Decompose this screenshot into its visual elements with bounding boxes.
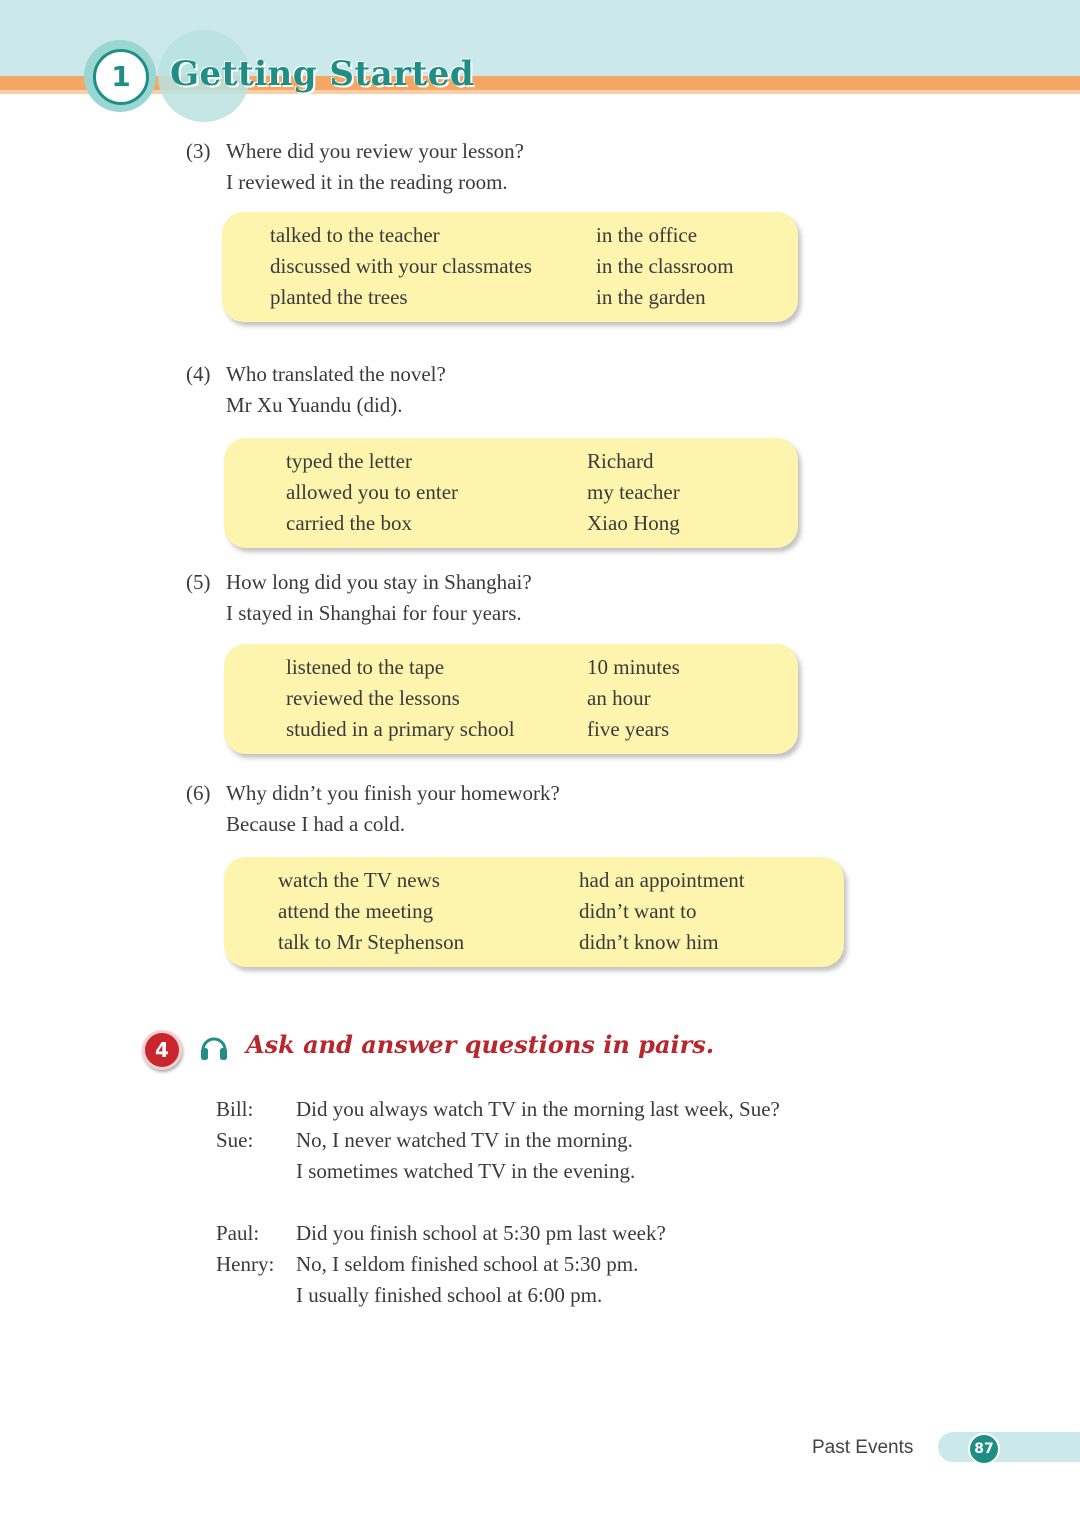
box-item: allowed you to enter — [286, 480, 459, 504]
box-item: had an appointment — [579, 868, 745, 892]
answer-text: Because I had a cold. — [226, 812, 406, 836]
box-item: in the classroom — [596, 254, 734, 278]
box-item: Xiao Hong — [587, 511, 680, 535]
speaker: Paul: — [216, 1221, 260, 1245]
box-left-column — [278, 865, 464, 958]
task-title: Ask and answer questions in pairs. — [246, 1030, 715, 1059]
page-number-badge: 87 — [968, 1433, 1000, 1465]
line-text: I usually finished school at 6:00 pm. — [296, 1283, 603, 1307]
line-text: Did you finish school at 5:30 pm last week? — [296, 1221, 666, 1245]
dialogue-line — [216, 1280, 666, 1311]
question-text: Why didn’t you finish your homework? — [226, 781, 560, 805]
question-5 — [186, 567, 532, 629]
answer-text: Mr Xu Yuandu (did). — [226, 393, 403, 417]
box-item: five years — [587, 717, 670, 741]
substitution-box-4 — [224, 438, 798, 548]
box-item: my teacher — [587, 480, 680, 504]
substitution-box-6 — [224, 857, 844, 967]
speaker — [216, 1280, 296, 1311]
box-item: in the garden — [596, 285, 706, 309]
line-text: I sometimes watched TV in the evening. — [296, 1159, 636, 1183]
speaker — [216, 1156, 296, 1187]
box-item: planted the trees — [270, 285, 408, 309]
speaker: Bill: — [216, 1097, 254, 1121]
unit-title: Getting Started — [170, 54, 475, 94]
substitution-box-3 — [222, 212, 798, 322]
box-item: reviewed the lessons — [286, 686, 460, 710]
speaker: Henry: — [216, 1252, 275, 1276]
box-item: talked to the teacher — [270, 223, 440, 247]
box-item: didn’t want to — [579, 899, 697, 923]
question-number: (6) — [186, 781, 211, 805]
box-item: Richard — [587, 449, 654, 473]
line-text: No, I seldom finished school at 5:30 pm. — [296, 1252, 639, 1276]
box-item: typed the letter — [286, 449, 412, 473]
box-item: in the office — [596, 223, 698, 247]
question-number: (4) — [186, 362, 211, 386]
question-number: (5) — [186, 570, 211, 594]
dialogue-line — [216, 1156, 780, 1187]
box-item: discussed with your classmates — [270, 254, 532, 278]
question-text: Who translated the novel? — [226, 362, 446, 386]
box-item: an hour — [587, 686, 651, 710]
answer-text: I stayed in Shanghai for four years. — [226, 601, 522, 625]
box-right-column — [587, 446, 680, 539]
question-4 — [186, 359, 446, 421]
box-item: talk to Mr Stephenson — [278, 930, 465, 954]
box-right-column — [587, 652, 680, 745]
box-item: studied in a primary school — [286, 717, 515, 741]
dialogue-1 — [216, 1094, 780, 1187]
box-left-column — [286, 652, 515, 745]
footer-band — [938, 1432, 1080, 1462]
box-left-column — [270, 220, 532, 313]
box-item: didn’t know him — [579, 930, 719, 954]
speaker: Sue: — [216, 1128, 254, 1152]
question-text: How long did you stay in Shanghai? — [226, 570, 532, 594]
box-item: attend the meeting — [278, 899, 434, 923]
dialogue-line — [216, 1218, 666, 1249]
dialogue-line — [216, 1125, 780, 1156]
line-text: Did you always watch TV in the morning last week, Sue? — [296, 1097, 780, 1121]
question-text: Where did you review your lesson? — [226, 139, 524, 163]
unit-number-badge: 1 — [93, 49, 149, 105]
box-item: 10 minutes — [587, 655, 680, 679]
box-right-column — [596, 220, 734, 313]
substitution-box-5 — [224, 644, 798, 754]
box-item: carried the box — [286, 511, 412, 535]
question-3 — [186, 136, 524, 198]
footer-section-title: Past Events — [812, 1437, 914, 1458]
box-left-column — [286, 446, 458, 539]
dialogue-2 — [216, 1218, 666, 1311]
dialogue-line — [216, 1249, 666, 1280]
line-text: No, I never watched TV in the morning. — [296, 1128, 633, 1152]
question-6 — [186, 778, 560, 840]
box-item: listened to the tape — [286, 655, 445, 679]
headphones-icon — [200, 1032, 228, 1062]
task-number-badge: 4 — [142, 1030, 182, 1070]
dialogue-line — [216, 1094, 780, 1125]
question-number: (3) — [186, 139, 211, 163]
answer-text: I reviewed it in the reading room. — [226, 170, 508, 194]
box-right-column — [579, 865, 745, 958]
box-item: watch the TV news — [278, 868, 440, 892]
